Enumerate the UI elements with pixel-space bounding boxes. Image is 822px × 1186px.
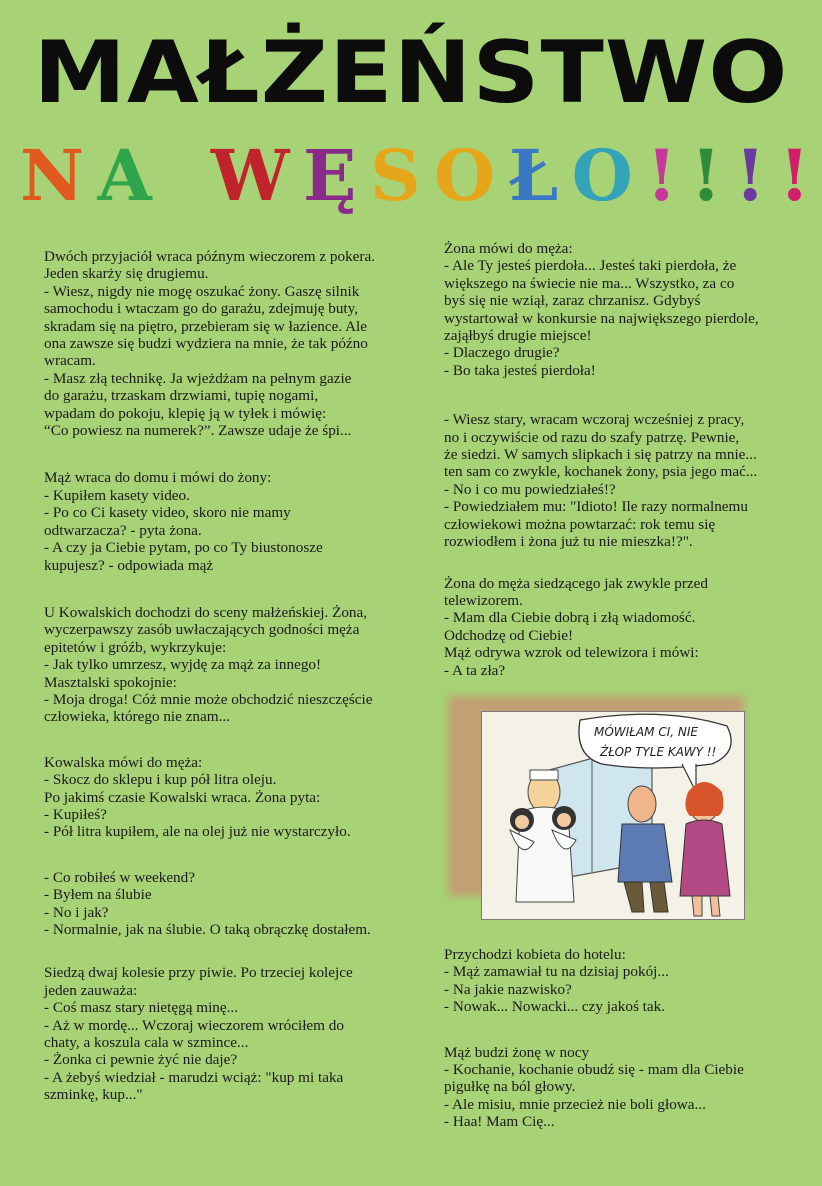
subtitle-letter: Ł (508, 134, 559, 217)
joke-line: Odchodzę od Ciebie! (444, 626, 574, 644)
joke-line: - Powiedziałem mu: "Idioto! Ile razy normalnemu (444, 498, 748, 516)
joke-line: wracam. (44, 352, 96, 370)
subtitle-letter: S (369, 134, 421, 217)
joke-line: większego na świecie nie ma... Wszystko, za co (444, 274, 735, 292)
joke-line: - Kupiłem kasety video. (44, 486, 190, 504)
joke-line: Żona mówi do męża: (444, 240, 573, 257)
subtitle-letter: ! (779, 134, 810, 217)
cartoon-caption-line-1: MÓWIŁAM CI, NIE (594, 725, 698, 739)
joke-line: pigułkę na ból głowy. (444, 1078, 576, 1096)
subtitle-letter: O (571, 134, 633, 217)
joke-block (44, 469, 416, 573)
joke-line: - No i co mu powiedziałeś!? (444, 480, 616, 498)
subtitle-letter: O (434, 134, 496, 217)
joke-line: - Dlaczego drugie? (444, 344, 560, 362)
joke-line: - Wiesz stary, wracam wczoraj wcześniej z pracy, (444, 411, 745, 429)
right-column-top (444, 240, 800, 679)
joke-line: “Co powiesz na numerek?”. Zawsze udaje że śpi... (44, 422, 352, 440)
joke-block (444, 946, 800, 1016)
joke-line: - Żonka ci pewnie żyć nie daje? (44, 1051, 238, 1069)
joke-line: że siedzi. W samych slipkach i się patrzy na mnie... (444, 446, 757, 464)
cartoon-caption-line-2: ŻŁOP TYLE KAWY !! (600, 745, 717, 759)
joke-line: skradam się na piętro, przebieram się w łazience. Ale (44, 317, 368, 335)
subtitle-letter: ! (690, 134, 722, 217)
joke-line: Mąż wraca do domu i mówi do żony: (44, 469, 272, 487)
joke-line: - Nowak... Nowacki... czy jakoś tak. (444, 998, 665, 1016)
joke-block (44, 248, 416, 439)
cartoon-illustration (482, 712, 744, 919)
joke-line: - No i jak? (44, 903, 109, 921)
subtitle-colored-letters (20, 128, 810, 224)
joke-line: - Ale Ty jesteś pierdoła... Jesteś taki pierdoła, że (444, 257, 737, 275)
joke-line: samochodu i wtaczam go do garażu, zdejmuję buty, (44, 300, 359, 318)
joke-line: wpadam do pokoju, klepię ją w tyłek i mówię: (44, 404, 327, 422)
joke-line: - Wiesz, nigdy nie mogę oszukać żony. Gaszę silnik (44, 282, 360, 300)
joke-line: kupujesz? - odpowiada mąż (44, 556, 214, 574)
joke-line: Mąż budzi żonę w nocy (444, 1043, 590, 1061)
joke-line: byś się nie wziął, zaraz chrzanisz. Gdybyś (444, 292, 701, 310)
joke-line: - Na jakie nazwisko? (444, 980, 572, 998)
joke-line: - Kupiłeś? (44, 805, 107, 823)
joke-line: - Ale misiu, mnie przecież nie boli głowa... (444, 1095, 706, 1113)
joke-line: - Kochanie, kochanie obudź się - mam dla Ciebie (444, 1061, 744, 1079)
joke-line: - Po co Ci kasety video, skoro nie mamy (44, 504, 291, 522)
joke-line: Siedzą dwaj kolesie przy piwie. Po trzeciej kolejce (44, 964, 353, 982)
cartoon-image (481, 711, 745, 920)
joke-line: Mąż odrywa wzrok od telewizora i mówi: (444, 644, 699, 662)
subtitle-letter: Ę (303, 134, 357, 217)
joke-block (444, 240, 800, 379)
joke-line: - A żebyś wiedział - marudzi wciąż: "kup mi taka (44, 1068, 344, 1086)
joke-line: Żona do męża siedzącego jak zwykle przed (444, 574, 708, 592)
right-column-bottom (444, 946, 800, 1131)
joke-line: jeden zauważa: (44, 981, 138, 999)
joke-line: - Bo taka jesteś pierdoła! (444, 361, 596, 379)
joke-line: Po jakimś czasie Kowalski wraca. Żona pyta: (44, 788, 321, 806)
joke-line: odtwarzacza? - pyta żona. (44, 521, 202, 539)
joke-line: - Masz złą technikę. Ja wjeżdżam na pełnym gazie (44, 369, 352, 387)
subtitle-letter: W (210, 134, 290, 217)
joke-line: człowieka, którego nie znam... (44, 708, 230, 726)
joke-line: - Jak tylko umrzesz, wyjdę za mąż za innego! (44, 656, 322, 674)
joke-line: - A czy ja Ciebie pytam, po co Ty biustonosze (44, 539, 323, 557)
left-column (44, 248, 416, 1104)
joke-block (444, 411, 800, 550)
joke-line: Kowalska mówi do męża: (44, 753, 203, 771)
joke-line: - Haa! Mam Cię... (444, 1113, 555, 1131)
right-column (444, 240, 800, 679)
joke-block (44, 964, 416, 1103)
joke-line: - Aż w mordę... Wczoraj wieczorem wróciłem do (44, 1016, 344, 1034)
joke-line: - Skocz do sklepu i kup pół litra oleju. (44, 771, 277, 789)
subtitle-letter: ! (734, 134, 766, 217)
joke-line: Masztalski spokojnie: (44, 673, 177, 691)
joke-block (444, 575, 800, 679)
joke-line: Jeden skarży się drugiemu. (44, 265, 209, 283)
subtitle-letter: N (20, 134, 84, 217)
joke-line: - Mąż zamawiał tu na dzisiaj pokój... (444, 963, 669, 981)
joke-block (44, 754, 416, 841)
joke-line: Przychodzi kobieta do hotelu: (444, 946, 626, 963)
joke-line: chaty, a koszula cala w szmince... (44, 1034, 249, 1052)
joke-line: szminkę, kup..." (44, 1086, 143, 1104)
joke-line: U Kowalskich dochodzi do sceny małżeńskiej. Żona, (44, 603, 368, 621)
joke-block (44, 869, 416, 939)
joke-line: epitetów i gróźb, wykrzykuje: (44, 638, 227, 656)
joke-block (44, 604, 416, 726)
joke-line: telewizorem. (444, 591, 523, 609)
page-title: MAŁŻEŃSTWO (33, 23, 789, 123)
joke-line: ten sam co zwykle, kochanek żony, psia jego mać... (444, 463, 758, 481)
joke-line: Dwóch przyjaciół wraca późnym wieczorem z pokera. (44, 248, 376, 265)
joke-line: - Normalnie, jak na ślubie. O taką obrączkę dostałem. (44, 921, 371, 938)
joke-line: - Byłem na ślubie (44, 886, 152, 904)
subtitle-letter: ! (646, 134, 678, 217)
joke-line: no i oczywiście od razu do szafy patrzę. Pewnie, (444, 428, 740, 446)
joke-line: - Pół litra kupiłem, ale na olej już nie wystarczyło. (44, 823, 351, 841)
subtitle-letter: A (97, 134, 152, 217)
joke-line: - Mam dla Ciebie dobrą i złą wiadomość. (444, 609, 696, 627)
joke-line: do garażu, trzaskam drzwiami, tupię nogami, (44, 387, 319, 405)
joke-line: - Co robiłeś w weekend? (44, 868, 195, 886)
joke-line: rozwiodłem i żona już tu nie mieszka!?". (444, 533, 693, 551)
joke-line: zająłbyś drugie miejsce! (444, 327, 592, 345)
joke-line: - Coś masz stary nietęgą minę... (44, 999, 239, 1017)
joke-block (444, 1044, 800, 1131)
joke-line: - A ta zła? (444, 661, 506, 679)
joke-line: - Moja droga! Cóż mnie może obchodzić nieszczęście (44, 690, 373, 708)
joke-line: wystartował w konkursie na największego pierdole, (444, 309, 759, 327)
joke-line: ona zawsze się budzi wydziera na mnie, że tak późno (44, 335, 368, 353)
joke-line: człowiekowi można powtarzać: rok temu się (444, 515, 716, 533)
joke-line: wyczerpawszy zasób uwłaczających godności męża (44, 621, 360, 639)
